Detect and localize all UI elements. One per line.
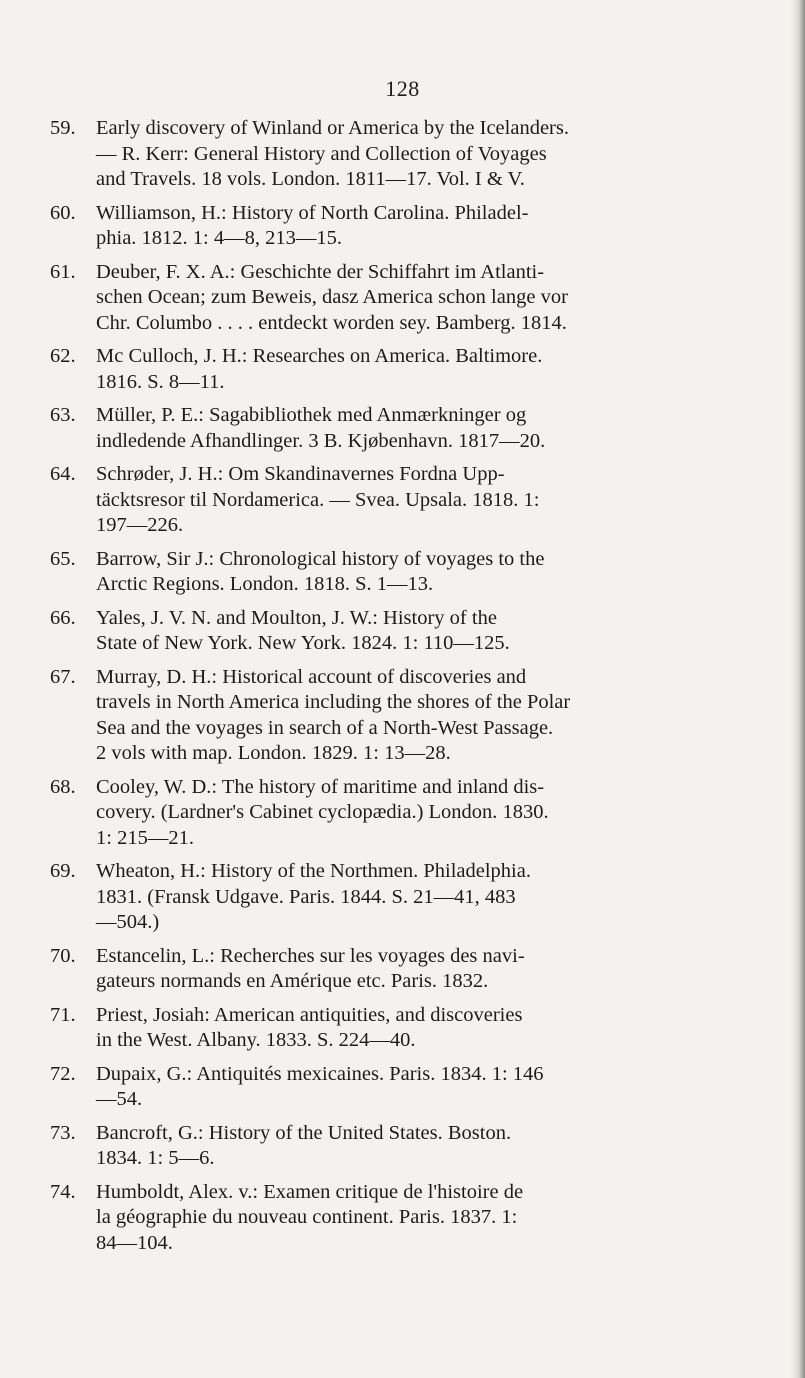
bibliography-entry — [0, 116, 740, 193]
entry-line: Mc Culloch, J. H.: Researches on America. Baltimore. — [96, 345, 543, 367]
entry-number: 66. — [50, 606, 76, 629]
bibliography-entry — [0, 665, 740, 767]
entry-number: 63. — [50, 404, 76, 426]
bibliography-entry — [0, 859, 740, 936]
bibliography-entry — [0, 403, 740, 454]
bibliography-entry — [0, 1180, 740, 1257]
bibliography-entry — [0, 1003, 740, 1054]
entry-text — [96, 1121, 740, 1172]
entry-text — [96, 665, 740, 767]
bibliography-entry — [0, 775, 740, 852]
entry-line: and Travels. 18 vols. London. 1811—17. Vol. I & V. — [96, 168, 525, 190]
entry-number: 64. — [50, 463, 76, 485]
bibliography-entry — [0, 201, 740, 252]
entry-text — [96, 1062, 740, 1113]
bibliography-entry — [0, 260, 740, 337]
entry-line: covery. (Lardner's Cabinet cyclopædia.) London. 1830. — [96, 801, 549, 823]
entry-number: 70. — [50, 944, 76, 967]
entry-line: Schrøder, J. H.: Om Skandinavernes Fordna Upp- — [96, 463, 505, 485]
entry-line: Priest, Josiah: American antiquities, and discoveries — [96, 1003, 523, 1026]
entry-number: 72. — [50, 1062, 76, 1085]
entry-line: 1816. S. 8—11. — [96, 370, 225, 393]
entry-line: schen Ocean; zum Beweis, dasz America schon lange vor — [96, 286, 568, 308]
entry-number: 74. — [50, 1180, 76, 1203]
entry-line: la géographie du nouveau continent. Paris. 1837. 1: — [96, 1206, 518, 1228]
entry-line: in the West. Albany. 1833. S. 224—40. — [96, 1029, 416, 1051]
bibliography-list — [0, 116, 805, 1264]
entry-text — [96, 403, 740, 454]
entry-line: — R. Kerr: General History and Collection of Voyages — [96, 142, 547, 165]
entry-text — [96, 944, 740, 995]
entry-line: travels in North America including the shores of the Polar — [96, 691, 571, 713]
entry-number: 69. — [50, 860, 76, 882]
bibliography-entry — [0, 462, 740, 539]
entry-line: Early discovery of Winland or America by the Icelanders. — [96, 117, 569, 139]
entry-line: Wheaton, H.: History of the Northmen. Philadelphia. — [96, 860, 531, 882]
entry-text — [96, 1180, 740, 1257]
entry-line: Dupaix, G.: Antiquités mexicaines. Paris. 1834. 1: 146 — [96, 1062, 544, 1085]
entry-line: 84—104. — [96, 1231, 173, 1254]
entry-line: 197—226. — [96, 514, 184, 536]
entry-number: 73. — [50, 1121, 76, 1144]
entry-line: —54. — [96, 1088, 143, 1110]
entry-text — [96, 775, 740, 852]
entry-line: —504.) — [96, 911, 160, 933]
entry-line: gateurs normands en Amérique etc. Paris. 1832. — [96, 970, 489, 992]
entry-line: phia. 1812. 1: 4—8, 213—15. — [96, 227, 342, 249]
entry-number: 65. — [50, 547, 76, 570]
entry-line: Chr. Columbo . . . . entdeckt worden sey. Bamberg. 1814. — [96, 311, 567, 334]
entry-line: Murray, D. H.: Historical account of discoveries and — [96, 665, 527, 688]
bibliography-entry — [0, 944, 740, 995]
entry-text — [96, 260, 740, 337]
entry-number: 68. — [50, 775, 76, 798]
entry-text — [96, 116, 740, 193]
entry-line: Estancelin, L.: Recherches sur les voyages des navi- — [96, 944, 525, 967]
entry-number: 71. — [50, 1003, 76, 1026]
entry-text — [96, 344, 740, 395]
entry-text — [96, 606, 740, 657]
entry-line: Yales, J. V. N. and Moulton, J. W.: History of the — [96, 606, 497, 629]
entry-line: indledende Afhandlinger. 3 B. Kjøbenhavn. 1817—20. — [96, 429, 546, 452]
bibliography-entry — [0, 1121, 740, 1172]
entry-line: 2 vols with map. London. 1829. 1: 13—28. — [96, 742, 451, 764]
entry-number: 62. — [50, 345, 76, 367]
entry-number: 67. — [50, 665, 76, 688]
entry-line: 1834. 1: 5—6. — [96, 1147, 215, 1169]
entry-line: Arctic Regions. London. 1818. S. 1—13. — [96, 573, 434, 595]
entry-line: Bancroft, G.: History of the United States. Boston. — [96, 1121, 512, 1144]
bibliography-entry — [0, 344, 740, 395]
entry-line: 1: 215—21. — [96, 826, 194, 849]
entry-text — [96, 547, 740, 598]
entry-number: 60. — [50, 201, 76, 224]
page-number: 128 — [385, 76, 420, 101]
entry-text — [96, 1003, 740, 1054]
bibliography-entry — [0, 606, 740, 657]
entry-text — [96, 859, 740, 936]
entry-line: Cooley, W. D.: The history of maritime and inland dis- — [96, 775, 545, 798]
entry-text — [96, 462, 740, 539]
entry-line: Deuber, F. X. A.: Geschichte der Schiffahrt im Atlanti- — [96, 260, 545, 283]
entry-text — [96, 201, 740, 252]
entry-line: State of New York. New York. 1824. 1: 110—125. — [96, 632, 510, 654]
entry-line: Barrow, Sir J.: Chronological history of voyages to the — [96, 547, 545, 570]
bibliography-entry — [0, 1062, 740, 1113]
entry-line: Williamson, H.: History of North Carolina. Philadel- — [96, 201, 529, 224]
entry-line: Humboldt, Alex. v.: Examen critique de l'histoire de — [96, 1180, 524, 1203]
entry-line: Müller, P. E.: Sagabibliothek med Anmærkninger og — [96, 404, 527, 426]
entry-number: 59. — [50, 117, 76, 139]
bibliography-entry — [0, 547, 740, 598]
entry-number: 61. — [50, 260, 76, 283]
entry-line: täcktsresor til Nordamerica. — Svea. Upsala. 1818. 1: — [96, 488, 540, 511]
entry-line: Sea and the voyages in search of a North-West Passage. — [96, 716, 554, 739]
entry-line: 1831. (Fransk Udgave. Paris. 1844. S. 21—41, 483 — [96, 885, 516, 908]
